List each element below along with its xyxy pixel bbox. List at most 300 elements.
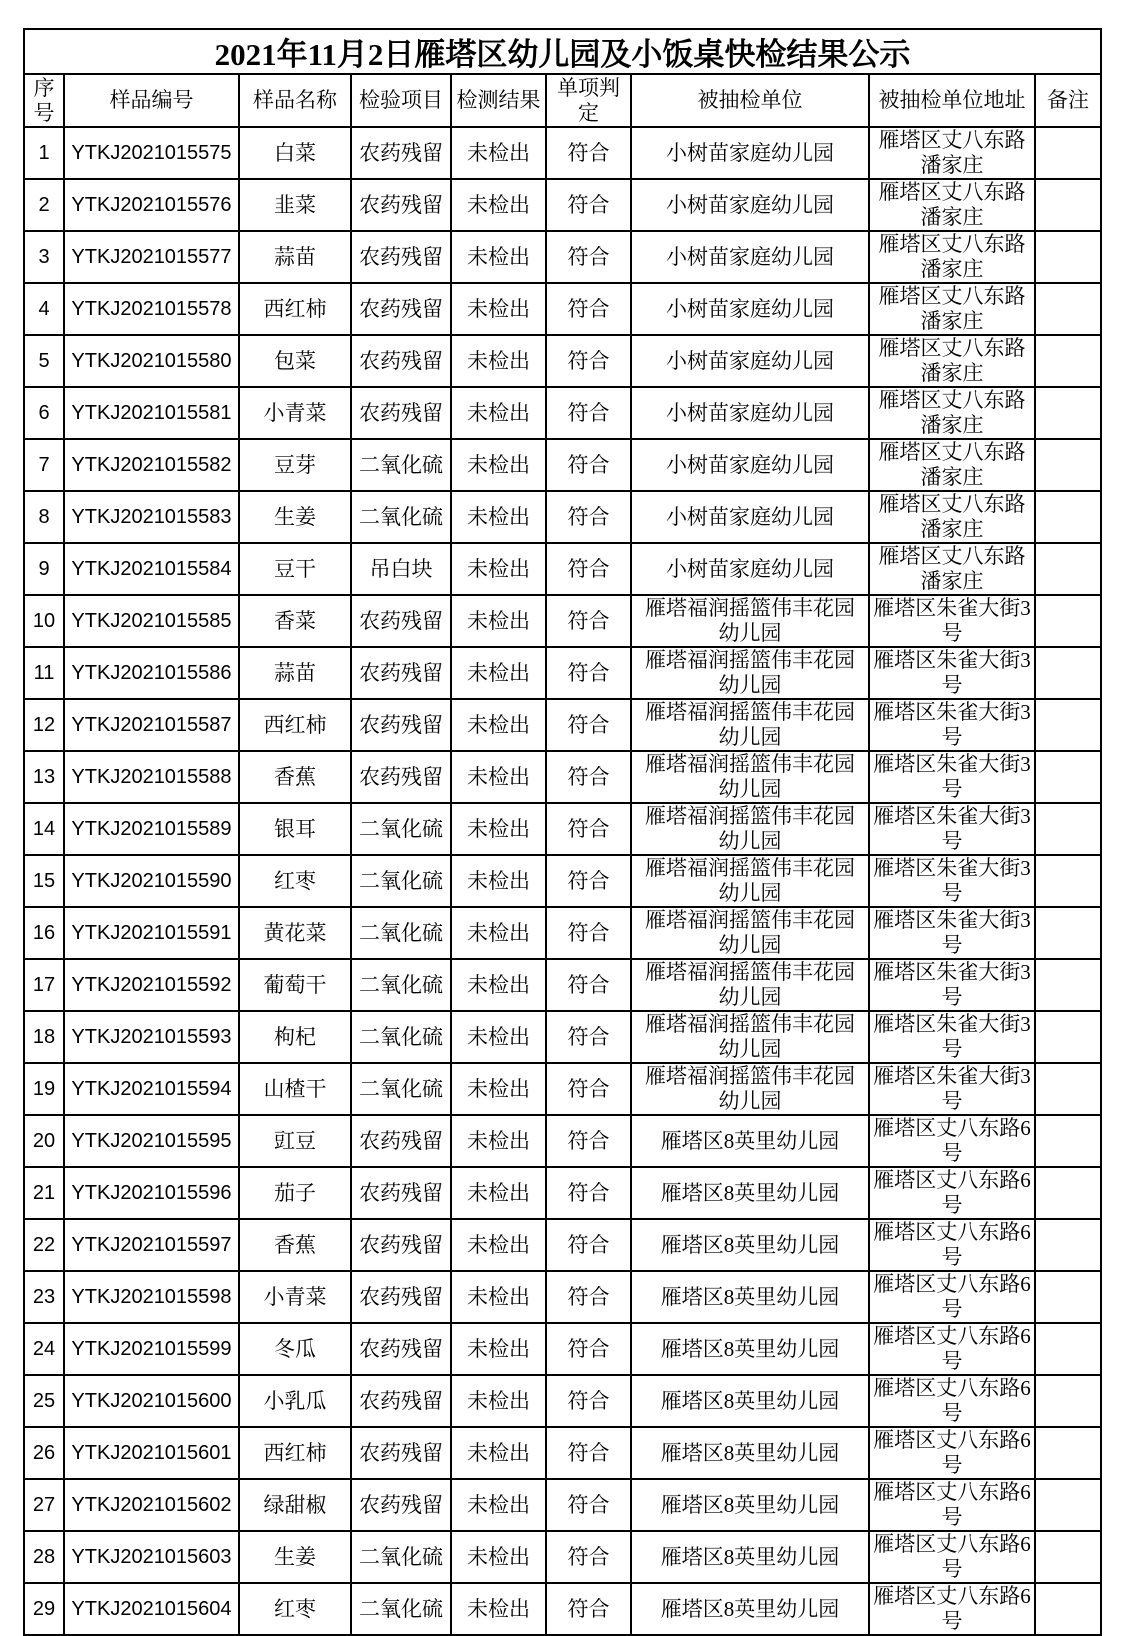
cell-unit-address: 雁塔区朱雀大街3号	[869, 803, 1035, 855]
cell-sampled-unit: 雁塔区8英里幼儿园	[631, 1583, 869, 1635]
cell-no: 10	[24, 595, 64, 647]
cell-unit-address: 雁塔区丈八东路潘家庄	[869, 439, 1035, 491]
cell-unit-address: 雁塔区丈八东路6号	[869, 1271, 1035, 1323]
cell-unit-address: 雁塔区朱雀大街3号	[869, 1011, 1035, 1063]
page-title: 2021年11月2日雁塔区幼儿园及小饭桌快检结果公示	[23, 28, 1102, 73]
table-row	[24, 1479, 1101, 1531]
cell-judgment: 符合	[546, 595, 631, 647]
cell-test-item: 二氧化硫	[351, 1531, 451, 1583]
cell-test-result: 未检出	[451, 1375, 546, 1427]
cell-sample-name: 绿甜椒	[239, 1479, 351, 1531]
cell-test-result: 未检出	[451, 283, 546, 335]
cell-test-item: 二氧化硫	[351, 1011, 451, 1063]
cell-sample-name: 西红柿	[239, 283, 351, 335]
cell-remark	[1035, 1011, 1101, 1063]
cell-test-result: 未检出	[451, 1219, 546, 1271]
cell-sampled-unit: 小树苗家庭幼儿园	[631, 179, 869, 231]
cell-sample-name: 银耳	[239, 803, 351, 855]
cell-sample-id: YTKJ2021015581	[64, 387, 239, 439]
table-row	[24, 1219, 1101, 1271]
cell-judgment: 符合	[546, 1271, 631, 1323]
cell-sample-name: 蒜苗	[239, 647, 351, 699]
cell-remark	[1035, 1427, 1101, 1479]
cell-sampled-unit: 小树苗家庭幼儿园	[631, 283, 869, 335]
cell-judgment: 符合	[546, 1427, 631, 1479]
cell-test-result: 未检出	[451, 231, 546, 283]
cell-sample-name: 葡萄干	[239, 959, 351, 1011]
cell-no: 27	[24, 1479, 64, 1531]
cell-judgment: 符合	[546, 1583, 631, 1635]
header-row	[24, 74, 1101, 127]
cell-test-item: 农药残留	[351, 647, 451, 699]
cell-no: 22	[24, 1219, 64, 1271]
cell-judgment: 符合	[546, 439, 631, 491]
cell-test-item: 农药残留	[351, 231, 451, 283]
table-row	[24, 699, 1101, 751]
cell-sample-id: YTKJ2021015575	[64, 127, 239, 179]
cell-judgment: 符合	[546, 387, 631, 439]
table-row	[24, 1271, 1101, 1323]
cell-test-item: 二氧化硫	[351, 491, 451, 543]
cell-judgment: 符合	[546, 1531, 631, 1583]
cell-remark	[1035, 647, 1101, 699]
table-row	[24, 1375, 1101, 1427]
cell-sample-name: 小青菜	[239, 1271, 351, 1323]
cell-test-item: 农药残留	[351, 1219, 451, 1271]
cell-no: 11	[24, 647, 64, 699]
cell-remark	[1035, 335, 1101, 387]
cell-remark	[1035, 1479, 1101, 1531]
cell-sampled-unit: 雁塔区8英里幼儿园	[631, 1375, 869, 1427]
cell-unit-address: 雁塔区丈八东路6号	[869, 1323, 1035, 1375]
cell-no: 15	[24, 855, 64, 907]
cell-test-result: 未检出	[451, 491, 546, 543]
cell-test-item: 农药残留	[351, 1479, 451, 1531]
cell-judgment: 符合	[546, 491, 631, 543]
table-row	[24, 1427, 1101, 1479]
cell-sample-name: 小乳瓜	[239, 1375, 351, 1427]
col-header-test-item: 检验项目	[351, 74, 451, 127]
cell-sampled-unit: 小树苗家庭幼儿园	[631, 543, 869, 595]
cell-no: 19	[24, 1063, 64, 1115]
cell-sampled-unit: 雁塔福润摇篮伟丰花园幼儿园	[631, 803, 869, 855]
cell-sampled-unit: 雁塔福润摇篮伟丰花园幼儿园	[631, 751, 869, 803]
cell-sampled-unit: 雁塔区8英里幼儿园	[631, 1219, 869, 1271]
cell-unit-address: 雁塔区丈八东路潘家庄	[869, 127, 1035, 179]
cell-unit-address: 雁塔区丈八东路潘家庄	[869, 283, 1035, 335]
cell-test-item: 农药残留	[351, 595, 451, 647]
cell-remark	[1035, 1271, 1101, 1323]
cell-test-result: 未检出	[451, 647, 546, 699]
cell-sample-name: 枸杞	[239, 1011, 351, 1063]
cell-remark	[1035, 231, 1101, 283]
cell-test-result: 未检出	[451, 1115, 546, 1167]
cell-sample-id: YTKJ2021015585	[64, 595, 239, 647]
cell-no: 23	[24, 1271, 64, 1323]
cell-no: 12	[24, 699, 64, 751]
cell-sample-id: YTKJ2021015597	[64, 1219, 239, 1271]
cell-sample-name: 豆芽	[239, 439, 351, 491]
cell-test-item: 二氧化硫	[351, 1583, 451, 1635]
cell-sampled-unit: 雁塔福润摇篮伟丰花园幼儿园	[631, 959, 869, 1011]
cell-unit-address: 雁塔区丈八东路潘家庄	[869, 387, 1035, 439]
cell-unit-address: 雁塔区丈八东路潘家庄	[869, 179, 1035, 231]
cell-sample-id: YTKJ2021015584	[64, 543, 239, 595]
cell-test-item: 农药残留	[351, 127, 451, 179]
cell-no: 26	[24, 1427, 64, 1479]
cell-sample-name: 豆干	[239, 543, 351, 595]
cell-no: 13	[24, 751, 64, 803]
table-row	[24, 543, 1101, 595]
cell-judgment: 符合	[546, 1063, 631, 1115]
cell-sampled-unit: 小树苗家庭幼儿园	[631, 439, 869, 491]
cell-test-item: 农药残留	[351, 1115, 451, 1167]
cell-unit-address: 雁塔区丈八东路潘家庄	[869, 335, 1035, 387]
cell-unit-address: 雁塔区朱雀大街3号	[869, 907, 1035, 959]
cell-no: 24	[24, 1323, 64, 1375]
cell-test-item: 二氧化硫	[351, 959, 451, 1011]
cell-sample-id: YTKJ2021015598	[64, 1271, 239, 1323]
cell-sample-name: 蒜苗	[239, 231, 351, 283]
col-header-sample-name: 样品名称	[239, 74, 351, 127]
cell-judgment: 符合	[546, 751, 631, 803]
cell-sample-name: 韭菜	[239, 179, 351, 231]
cell-unit-address: 雁塔区丈八东路6号	[869, 1583, 1035, 1635]
cell-remark	[1035, 1219, 1101, 1271]
table-row	[24, 231, 1101, 283]
cell-unit-address: 雁塔区丈八东路6号	[869, 1115, 1035, 1167]
table-row	[24, 179, 1101, 231]
cell-sample-id: YTKJ2021015589	[64, 803, 239, 855]
cell-no: 25	[24, 1375, 64, 1427]
cell-test-result: 未检出	[451, 1167, 546, 1219]
col-header-unit-address: 被抽检单位地址	[869, 74, 1035, 127]
cell-remark	[1035, 127, 1101, 179]
cell-test-result: 未检出	[451, 1323, 546, 1375]
cell-test-result: 未检出	[451, 959, 546, 1011]
cell-test-result: 未检出	[451, 1063, 546, 1115]
cell-test-result: 未检出	[451, 1583, 546, 1635]
cell-unit-address: 雁塔区丈八东路潘家庄	[869, 543, 1035, 595]
cell-sampled-unit: 小树苗家庭幼儿园	[631, 387, 869, 439]
cell-sample-id: YTKJ2021015580	[64, 335, 239, 387]
cell-sample-name: 豇豆	[239, 1115, 351, 1167]
cell-no: 6	[24, 387, 64, 439]
cell-judgment: 符合	[546, 855, 631, 907]
table-row	[24, 959, 1101, 1011]
cell-sample-id: YTKJ2021015595	[64, 1115, 239, 1167]
cell-remark	[1035, 1167, 1101, 1219]
cell-test-result: 未检出	[451, 907, 546, 959]
cell-sample-id: YTKJ2021015602	[64, 1479, 239, 1531]
cell-sampled-unit: 雁塔区8英里幼儿园	[631, 1479, 869, 1531]
col-header-sampled-unit: 被抽检单位	[631, 74, 869, 127]
cell-sample-name: 白菜	[239, 127, 351, 179]
cell-remark	[1035, 699, 1101, 751]
cell-unit-address: 雁塔区丈八东路6号	[869, 1531, 1035, 1583]
cell-test-result: 未检出	[451, 1479, 546, 1531]
cell-remark	[1035, 1063, 1101, 1115]
cell-unit-address: 雁塔区朱雀大街3号	[869, 647, 1035, 699]
cell-sampled-unit: 雁塔区8英里幼儿园	[631, 1531, 869, 1583]
table-row	[24, 387, 1101, 439]
cell-sampled-unit: 雁塔区8英里幼儿园	[631, 1167, 869, 1219]
table-row	[24, 1115, 1101, 1167]
cell-sample-id: YTKJ2021015599	[64, 1323, 239, 1375]
cell-sampled-unit: 雁塔福润摇篮伟丰花园幼儿园	[631, 595, 869, 647]
cell-test-item: 农药残留	[351, 1167, 451, 1219]
cell-test-result: 未检出	[451, 595, 546, 647]
cell-judgment: 符合	[546, 1011, 631, 1063]
cell-no: 1	[24, 127, 64, 179]
cell-test-item: 二氧化硫	[351, 855, 451, 907]
cell-sample-id: YTKJ2021015578	[64, 283, 239, 335]
cell-remark	[1035, 959, 1101, 1011]
cell-sample-name: 香蕉	[239, 1219, 351, 1271]
cell-no: 21	[24, 1167, 64, 1219]
table-row	[24, 1011, 1101, 1063]
cell-no: 7	[24, 439, 64, 491]
cell-test-item: 农药残留	[351, 387, 451, 439]
cell-remark	[1035, 543, 1101, 595]
cell-no: 18	[24, 1011, 64, 1063]
cell-remark	[1035, 1375, 1101, 1427]
cell-test-item: 农药残留	[351, 283, 451, 335]
cell-sample-name: 黄花菜	[239, 907, 351, 959]
cell-sampled-unit: 雁塔福润摇篮伟丰花园幼儿园	[631, 1011, 869, 1063]
cell-sample-id: YTKJ2021015587	[64, 699, 239, 751]
cell-unit-address: 雁塔区朱雀大街3号	[869, 595, 1035, 647]
announcement-sheet	[23, 28, 1102, 1636]
cell-test-item: 农药残留	[351, 1375, 451, 1427]
cell-test-item: 二氧化硫	[351, 439, 451, 491]
cell-remark	[1035, 439, 1101, 491]
cell-test-item: 农药残留	[351, 699, 451, 751]
cell-test-result: 未检出	[451, 439, 546, 491]
cell-remark	[1035, 751, 1101, 803]
cell-sampled-unit: 雁塔福润摇篮伟丰花园幼儿园	[631, 699, 869, 751]
cell-test-item: 农药残留	[351, 179, 451, 231]
cell-sample-id: YTKJ2021015601	[64, 1427, 239, 1479]
cell-test-result: 未检出	[451, 335, 546, 387]
cell-judgment: 符合	[546, 803, 631, 855]
cell-remark	[1035, 1115, 1101, 1167]
table-row	[24, 1531, 1101, 1583]
cell-sample-name: 生姜	[239, 1531, 351, 1583]
col-header-no: 序号	[24, 74, 64, 127]
cell-sample-name: 红枣	[239, 855, 351, 907]
cell-judgment: 符合	[546, 231, 631, 283]
cell-sample-name: 红枣	[239, 1583, 351, 1635]
table-row	[24, 439, 1101, 491]
cell-judgment: 符合	[546, 1115, 631, 1167]
cell-judgment: 符合	[546, 335, 631, 387]
cell-unit-address: 雁塔区丈八东路6号	[869, 1167, 1035, 1219]
cell-test-item: 二氧化硫	[351, 1063, 451, 1115]
cell-test-item: 二氧化硫	[351, 907, 451, 959]
cell-sampled-unit: 小树苗家庭幼儿园	[631, 335, 869, 387]
cell-unit-address: 雁塔区丈八东路6号	[869, 1219, 1035, 1271]
cell-test-result: 未检出	[451, 1271, 546, 1323]
results-table	[23, 73, 1102, 1636]
cell-remark	[1035, 387, 1101, 439]
cell-test-result: 未检出	[451, 1011, 546, 1063]
cell-sample-id: YTKJ2021015577	[64, 231, 239, 283]
cell-unit-address: 雁塔区丈八东路6号	[869, 1375, 1035, 1427]
cell-judgment: 符合	[546, 1375, 631, 1427]
cell-no: 2	[24, 179, 64, 231]
cell-no: 17	[24, 959, 64, 1011]
cell-unit-address: 雁塔区丈八东路6号	[869, 1427, 1035, 1479]
cell-no: 28	[24, 1531, 64, 1583]
cell-sample-id: YTKJ2021015603	[64, 1531, 239, 1583]
cell-no: 14	[24, 803, 64, 855]
cell-sampled-unit: 雁塔福润摇篮伟丰花园幼儿园	[631, 907, 869, 959]
cell-sample-name: 香菜	[239, 595, 351, 647]
cell-test-result: 未检出	[451, 855, 546, 907]
cell-remark	[1035, 803, 1101, 855]
cell-sampled-unit: 雁塔区8英里幼儿园	[631, 1271, 869, 1323]
cell-sample-name: 西红柿	[239, 699, 351, 751]
cell-sample-name: 茄子	[239, 1167, 351, 1219]
cell-sampled-unit: 小树苗家庭幼儿园	[631, 127, 869, 179]
col-header-remark: 备注	[1035, 74, 1101, 127]
cell-sample-id: YTKJ2021015591	[64, 907, 239, 959]
cell-judgment: 符合	[546, 179, 631, 231]
cell-sample-id: YTKJ2021015596	[64, 1167, 239, 1219]
cell-sample-name: 生姜	[239, 491, 351, 543]
cell-sample-name: 冬瓜	[239, 1323, 351, 1375]
cell-judgment: 符合	[546, 1323, 631, 1375]
cell-test-result: 未检出	[451, 1427, 546, 1479]
cell-unit-address: 雁塔区朱雀大街3号	[869, 1063, 1035, 1115]
cell-sample-name: 西红柿	[239, 1427, 351, 1479]
cell-unit-address: 雁塔区丈八东路潘家庄	[869, 491, 1035, 543]
cell-sampled-unit: 小树苗家庭幼儿园	[631, 491, 869, 543]
cell-sampled-unit: 雁塔区8英里幼儿园	[631, 1427, 869, 1479]
table-row	[24, 127, 1101, 179]
cell-sample-name: 山楂干	[239, 1063, 351, 1115]
cell-unit-address: 雁塔区朱雀大街3号	[869, 699, 1035, 751]
cell-sample-id: YTKJ2021015592	[64, 959, 239, 1011]
cell-remark	[1035, 179, 1101, 231]
cell-judgment: 符合	[546, 1219, 631, 1271]
cell-test-item: 农药残留	[351, 1323, 451, 1375]
cell-remark	[1035, 1583, 1101, 1635]
cell-remark	[1035, 855, 1101, 907]
cell-test-item: 农药残留	[351, 1427, 451, 1479]
cell-no: 9	[24, 543, 64, 595]
table-row	[24, 855, 1101, 907]
cell-remark	[1035, 1531, 1101, 1583]
cell-remark	[1035, 1323, 1101, 1375]
cell-sampled-unit: 雁塔福润摇篮伟丰花园幼儿园	[631, 647, 869, 699]
cell-sample-id: YTKJ2021015590	[64, 855, 239, 907]
cell-judgment: 符合	[546, 283, 631, 335]
table-row	[24, 1167, 1101, 1219]
table-row	[24, 1063, 1101, 1115]
cell-test-result: 未检出	[451, 543, 546, 595]
table-body	[24, 127, 1101, 1635]
cell-test-item: 吊白块	[351, 543, 451, 595]
cell-sampled-unit: 雁塔区8英里幼儿园	[631, 1323, 869, 1375]
cell-sample-id: YTKJ2021015604	[64, 1583, 239, 1635]
cell-test-result: 未检出	[451, 1531, 546, 1583]
cell-remark	[1035, 283, 1101, 335]
cell-test-item: 农药残留	[351, 1271, 451, 1323]
cell-judgment: 符合	[546, 127, 631, 179]
table-row	[24, 907, 1101, 959]
cell-sampled-unit: 小树苗家庭幼儿园	[631, 231, 869, 283]
cell-no: 20	[24, 1115, 64, 1167]
cell-sample-id: YTKJ2021015600	[64, 1375, 239, 1427]
table-row	[24, 647, 1101, 699]
table-row	[24, 1583, 1101, 1635]
cell-test-result: 未检出	[451, 127, 546, 179]
cell-sample-id: YTKJ2021015593	[64, 1011, 239, 1063]
cell-test-result: 未检出	[451, 387, 546, 439]
cell-sample-name: 小青菜	[239, 387, 351, 439]
cell-sample-id: YTKJ2021015586	[64, 647, 239, 699]
cell-sample-id: YTKJ2021015576	[64, 179, 239, 231]
cell-unit-address: 雁塔区朱雀大街3号	[869, 751, 1035, 803]
cell-judgment: 符合	[546, 699, 631, 751]
cell-sampled-unit: 雁塔福润摇篮伟丰花园幼儿园	[631, 855, 869, 907]
cell-sample-name: 香蕉	[239, 751, 351, 803]
cell-remark	[1035, 907, 1101, 959]
cell-unit-address: 雁塔区朱雀大街3号	[869, 855, 1035, 907]
cell-no: 8	[24, 491, 64, 543]
table-row	[24, 335, 1101, 387]
table-row	[24, 283, 1101, 335]
cell-test-item: 农药残留	[351, 751, 451, 803]
cell-no: 29	[24, 1583, 64, 1635]
cell-no: 16	[24, 907, 64, 959]
cell-test-result: 未检出	[451, 803, 546, 855]
col-header-judgment: 单项判定	[546, 74, 631, 127]
cell-remark	[1035, 595, 1101, 647]
cell-judgment: 符合	[546, 647, 631, 699]
cell-test-result: 未检出	[451, 751, 546, 803]
table-row	[24, 1323, 1101, 1375]
table-row	[24, 491, 1101, 543]
cell-no: 4	[24, 283, 64, 335]
cell-test-item: 二氧化硫	[351, 803, 451, 855]
cell-test-result: 未检出	[451, 179, 546, 231]
cell-judgment: 符合	[546, 959, 631, 1011]
cell-sample-id: YTKJ2021015588	[64, 751, 239, 803]
cell-judgment: 符合	[546, 543, 631, 595]
col-header-sample-id: 样品编号	[64, 74, 239, 127]
cell-test-item: 农药残留	[351, 335, 451, 387]
col-header-test-result: 检测结果	[451, 74, 546, 127]
cell-sample-name: 包菜	[239, 335, 351, 387]
cell-no: 5	[24, 335, 64, 387]
cell-sample-id: YTKJ2021015582	[64, 439, 239, 491]
cell-sample-id: YTKJ2021015594	[64, 1063, 239, 1115]
cell-judgment: 符合	[546, 1479, 631, 1531]
cell-unit-address: 雁塔区朱雀大街3号	[869, 959, 1035, 1011]
table-row	[24, 751, 1101, 803]
table-row	[24, 803, 1101, 855]
cell-remark	[1035, 491, 1101, 543]
cell-unit-address: 雁塔区丈八东路6号	[869, 1479, 1035, 1531]
cell-test-result: 未检出	[451, 699, 546, 751]
cell-no: 3	[24, 231, 64, 283]
cell-sampled-unit: 雁塔福润摇篮伟丰花园幼儿园	[631, 1063, 869, 1115]
table-row	[24, 595, 1101, 647]
cell-sample-id: YTKJ2021015583	[64, 491, 239, 543]
